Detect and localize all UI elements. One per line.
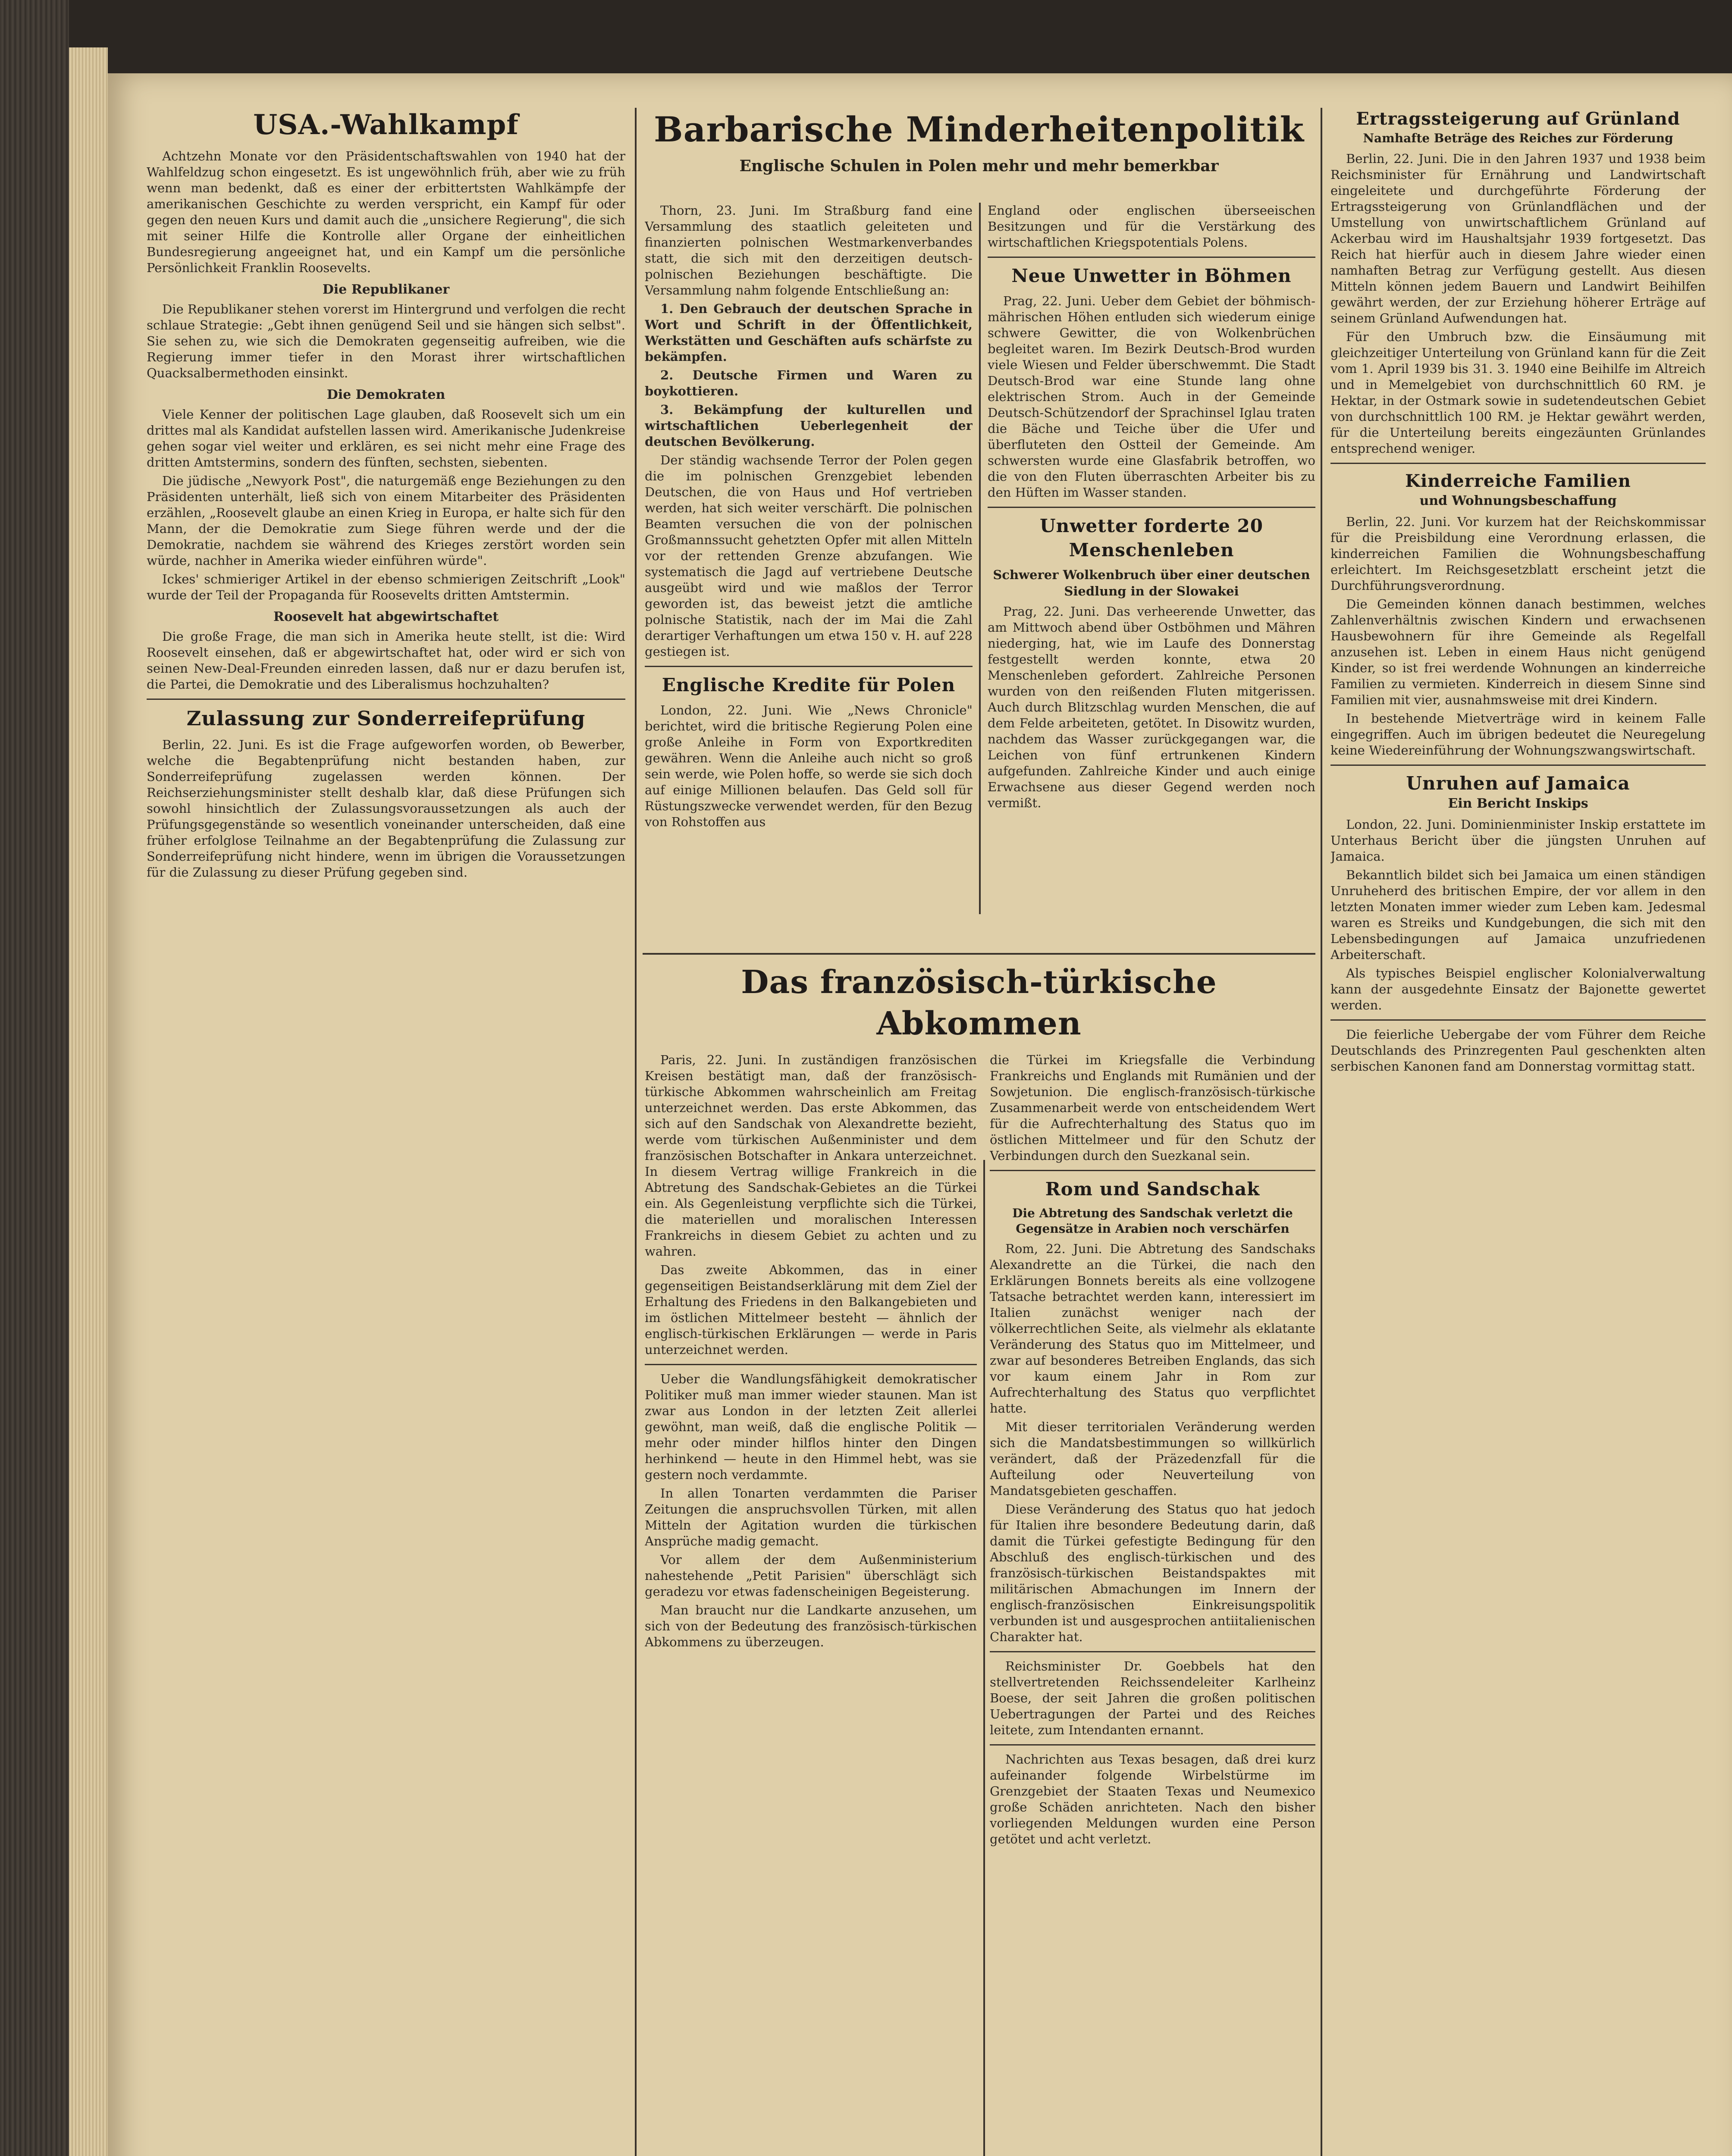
subheading: Roosevelt hat abgewirtschaftet (273, 609, 499, 624)
subheadline-abkommen (645, 1047, 1313, 1048)
article-paragraph: Das zweite Abkommen, das in einer gegenseitigen Beistandserklärung mit dem Ziel der Erhaltung des Friedens in den Balkangebieten und im östlichen Mittelmeer besteht — ähnlich der englisch-türkischen Erklärungen — werde in Paris unterzeichnet werden. (645, 1263, 977, 1357)
column-rule (635, 108, 637, 2156)
column-left (147, 108, 625, 2156)
article-paragraph: Reichsminister Dr. Goebbels hat den stellvertretenden Reichssendeleiter Karlheinz Boese, der seit Jahren die großen politischen Uebertragungen der Partei und des Reiches leitete, zum Intendanten ernannt. (990, 1659, 1315, 1737)
article-separator (1330, 1019, 1706, 1021)
article-paragraph: Man braucht nur die Landkarte anzusehen, um sich von der Bedeutung des französisch-türkischen Abkommens zu überzeugen. (645, 1603, 977, 1649)
article-separator (990, 1651, 1315, 1652)
column-abkommen-right (990, 1052, 1315, 2156)
section-rule (643, 953, 1315, 955)
subheadline-barbarische: Englische Schulen in Polen mehr und mehr bemerkbar (739, 157, 1219, 175)
headline-abkommen: Das französisch-türkische Abkommen (741, 964, 1217, 1042)
column-rule (979, 203, 981, 914)
subheading: Die Demokraten (326, 387, 446, 402)
article-paragraph: Die Republikaner stehen vorerst im Hintergrund und verfolgen die recht schlaue Strategie: „Gebt ihnen genügend Seil und sie hängen sich selbst". Sie sehen zu, wie sich die Demokraten gegenseitig aufreiben, wie die Regierung immer tiefer in den Morast ihrer wirtschaftlichen Quacksalbermethoden einsinkt. (147, 302, 625, 380)
newspaper-page (108, 73, 1732, 2156)
article-paragraph: Berlin, 22. Juni. Die in den Jahren 1937 und 1938 beim Reichsminister für Ernährung und Landwirtschaft eingeleitete und durchgeführte Förderung der Ertragssteigerung von Grünlandflächen und der Umstellung von unwirtschaftlichem Grünland auf Ackerbau wird im Haushaltsjahr 1939 fortgesetzt. Das Reich hat hierfür auch in diesem Jahre wieder einen namhaften Betrag zur Verfügung gestellt. Aus diesen Mitteln können jedem Bauern und Landwirt Beihilfen gewährt werden, der zur Erziehung höherer Erträge auf seinem Grünland Aufwendungen hat. (1330, 151, 1706, 326)
headline-kinderreich: Kinderreiche Familien (1405, 471, 1631, 491)
subheadline-ertrag: Namhafte Beträge des Reiches zur Förderung (1363, 131, 1673, 145)
article-separator (990, 1744, 1315, 1745)
article-paragraph: Die jüdische „Newyork Post", die naturgemäß enge Beziehungen zu den Präsidenten unterhält, ließ sich von einem Mitarbeiter des Präsidenten erzählen, „Roosevelt glaube an einen Krieg in Europa, er halte sich für den Mann, der die Demokratie zum Siege führen werde und der die Demokratie, nachdem sie während des Krieges zerstört worden sein würde, nachher in Amerika wieder einführen würde". (147, 473, 625, 568)
article-separator (645, 1364, 977, 1365)
article-paragraph: Viele Kenner der politischen Lage glauben, daß Roosevelt sich um ein drittes mal als Kandidat aufstellen lassen wird. Amerikanische Judenkreise gehen sogar viel weiter und erklären, es sei nicht mehr eine Frage des dritten Amtstermins, sondern des fünften, sechsten, siebenten. (147, 407, 625, 470)
article-paragraph: Der ständig wachsende Terror der Polen gegen die im polnischen Grenzgebiet lebenden Deutschen, die von Haus und Hof vertrieben werden, hat sich weiter verschärft. Die polnischen Beamten versuchen die von der polnischen Großmannssucht gehetzten Opfer mit allen Mitteln vor der rettenden Grenze abzufangen. Wie systematisch die Jagd auf vertriebene Deutsche ausgeübt wird und wie maßlos der Terror geworden ist, das beweist jetzt die amtliche polnische Statistik, nach der im Mai die Zahl derartiger Verhaftungen um etwa 150 v. H. auf 228 gestiegen ist. (645, 453, 973, 659)
article-paragraph: London, 22. Juni. Wie „News Chronicle" berichtet, wird die britische Regierung Polen eine große Anleihe in Form von Exportkrediten gewähren. Wenn die Anleihe auch nicht so groß sein werde, wie Polen hoffe, so werde sie sich doch auf einige Millionen belaufen. Das Geld soll für Rüstungszwecke verwendet werden, für den Bezug von Rohstoffen aus (645, 703, 973, 829)
subheadline-unwetter-tote: Schwerer Wolkenbruch über einer deutschen Siedlung in der Slowakei (993, 567, 1310, 599)
article-paragraph: Paris, 22. Juni. In zuständigen französischen Kreisen bestätigt man, daß der französisch-türkische Abkommen wahrscheinlich am Freitag unterzeichnet werden. Das erste Abkommen, das sich auf den Sandschak von Alexandrette bezieht, werde vom türkischen Außenminister und dem französischen Botschafter in Ankara unterzeichnet. In diesem Vertrag willige Frankreich in die Abtretung des Sandschak-Gebietes an die Türkei ein. Als Gegenleistung verpflichte sich die Türkei, die materiellen und moralischen Interessen Frankreichs in diesem Gebiet zu achten und zu wahren. (645, 1053, 977, 1259)
article-paragraph: Die feierliche Uebergabe der vom Führer dem Reiche Deutschlands des Prinzregenten Paul geschenkten alten serbischen Kanonen fand am Donnerstag vormittag statt. (1330, 1027, 1706, 1074)
article-paragraph: In bestehende Mietverträge wird in keinem Falle eingegriffen. Auch im übrigen bedeutet die Neuregelung keine Wiedereinführung der Wohnungszwangswirtschaft. (1330, 711, 1706, 758)
article-separator (988, 507, 1315, 508)
subheading: Die Republikaner (322, 282, 450, 297)
article-paragraph: Mit dieser territorialen Veränderung werden sich die Mandatsbestimmungen so willkürlich verändert, daß der Präzedenzfall für die Aufteilung oder Neuverteilung von Mandatsgebieten geschaffen. (990, 1420, 1315, 1498)
column-rule (983, 1160, 985, 2156)
article-paragraph: 3. Bekämpfung der kulturellen und wirtschaftlichen Ueberlegenheit der deutschen Bevölkerung. (645, 402, 973, 449)
article-paragraph: 2. Deutsche Firmen und Waren zu boykottieren. (645, 368, 973, 398)
article-separator (645, 666, 973, 667)
article-paragraph: Rom, 22. Juni. Die Abtretung des Sandschaks Alexandrette an die Türkei, die nach den Erklärungen Bonnets bereits als eine vollzogene Tatsache betrachtet werden kann, interessiert im Italien zunächst weniger nach der völkerrechtlichen Seite, als vielmehr als eklatante Veränderung des Status quo im Mittelmeer, und zwar auf besonderes Betreiben Englands, das sich vor kaum einem Jahr in Rom zur Aufrechterhaltung des Status quo verpflichtet hatte. (990, 1241, 1315, 1416)
headline-rom: Rom und Sandschak (1045, 1178, 1260, 1200)
headline-block-abkommen (645, 962, 1313, 1048)
article-separator (1330, 463, 1706, 464)
article-separator (990, 1170, 1315, 1171)
article-separator (988, 257, 1315, 258)
headline-usa-wahlkampf: USA.-Wahlkampf (253, 109, 519, 141)
article-paragraph: Die große Frage, die man sich in Amerika heute stellt, ist die: Wird Roosevelt einsehen, daß er abgewirtschaftet hat, oder wird er sich von seinen New-Deal-Freunden einreden lassen, daß nur er dazu berufen ist, die Partei, die Demokratie und des Liberalismus hochzuhalten? (147, 629, 625, 692)
article-paragraph: Berlin, 22. Juni. Vor kurzem hat der Reichskommissar für die Preisbildung eine Verordnung erlassen, die kinderreichen Familien die Wohnungsbeschaffung erleichtert. Im Reichsgesetzblatt erscheint jetzt die Durchführungsverordnung. (1330, 514, 1706, 593)
article-paragraph: Als typisches Beispiel englischer Kolonialverwaltung kann der ausgedehnte Einsatz der Bajonette gewertet werden. (1330, 966, 1706, 1012)
headline-ertrag: Ertragssteigerung auf Grünland (1356, 109, 1680, 129)
book-spine-edge (0, 0, 69, 2156)
article-paragraph: London, 22. Juni. Dominienminister Inskip erstattete im Unterhaus Bericht über die jüngsten Unruhen auf Jamaica. (1330, 817, 1706, 864)
article-paragraph: Nachrichten aus Texas besagen, daß drei kurz aufeinander folgende Wirbelstürme im Grenzgebiet der Staaten Texas und Neumexico große Schäden anrichteten. Nach den bisher vorliegenden Meldungen wurden eine Person getötet und acht verletzt. (990, 1752, 1315, 1846)
article-paragraph: Diese Veränderung des Status quo hat jedoch für Italien ihre besondere Bedeutung darin, daß damit die Türkei gefestigte Bedingung für den Abschluß des englisch-türkischen und des französisch-türkischen Beistandspaktes mit militärischen Abmachungen im Innern der englisch-französischen Einkreisungspolitik verbunden ist und ausgesprochen antiitalienischen Charakter hat. (990, 1502, 1315, 1644)
headline-unwetter-boehmen: Neue Unwetter in Böhmen (1011, 265, 1292, 286)
article-paragraph: Ickes' schmieriger Artikel in der ebenso schmierigen Zeitschrift „Look" wurde der Teil der Propaganda für Roosevelts dritten Amtstermin. (147, 572, 625, 602)
article-separator (147, 699, 625, 700)
subheadline-kinderreich: und Wohnungsbeschaffung (1419, 493, 1617, 508)
headline-zulassung: Zulassung zur Sonderreifeprüfung (186, 707, 586, 730)
column-right (1330, 108, 1706, 2156)
column-center-right (988, 203, 1315, 944)
article-paragraph: Berlin, 22. Juni. Es ist die Frage aufgeworfen worden, ob Bewerber, welche die Begabtenprüfung nicht bestanden haben, zur Sonderreifeprüfung zugelassen werden können. Der Reichserziehungsminister stellt deshalb klar, daß diese Prüfungen sich sowohl hinsichtlich der Zulassungsvoraussetzungen als auch der Prüfungsgegenstände so wesentlich voneinander unterscheiden, daß eine früher erfolglose Teilnahme an der Begabtenprüfung die Zulassung zur Sonderreifeprüfung nicht hindere, wenn im übrigen die Voraussetzungen für die Zulassung zu dieser Prüfung gegeben sind. (147, 737, 625, 880)
headline-barbarische: Barbarische Minderheitenpolitik (654, 109, 1304, 150)
article-paragraph: In allen Tonarten verdammten die Pariser Zeitungen die anspruchsvollen Türken, mit allen Mitteln der Agitation wurden die türkischen Ansprüche madig gemacht. (645, 1486, 977, 1548)
article-paragraph: Prag, 22. Juni. Ueber dem Gebiet der böhmisch-mährischen Höhen entluden sich wiederum einige schwere Gewitter, die von Wolkenbrüchen begleitet waren. Im Bezirk Deutsch-Brod wurden viele Wiesen und Felder überschwemmt. Die Stadt Deutsch-Brod war eine Stunde lang ohne elektrischen Strom. Auch in der Gemeinde Deutsch-Schützendorf der Sprachinsel Iglau traten die Bäche und Teiche über die Ufer und überfluteten den Ostteil der Gemeinde. Am schwersten wurde eine Glasfabrik betroffen, wo die von den Fluten überraschten Arbeiter bis zu den Hüften im Wasser standen. (988, 294, 1315, 500)
page-stack-edge (69, 47, 108, 2156)
article-paragraph: Thorn, 23. Juni. Im Straßburg fand eine Versammlung des staatlich geleiteten und finanzierten polnischen Westmarkenverbandes statt, die sich mit den derzeitigen deutsch-polnischen Beziehungen beschäftigte. Die Versammlung nahm folgende Entschließung an: (645, 203, 973, 298)
subheadline-jamaica: Ein Bericht Inskips (1448, 796, 1588, 811)
headline-kredite: Englische Kredite für Polen (662, 674, 956, 696)
article-paragraph: Achtzehn Monate vor den Präsidentschaftswahlen von 1940 hat der Wahlfeldzug schon eingesetzt. Es ist ungewöhnlich früh, aber wie zu früh wenn man bedenkt, daß es einer der erbittertsten Wahlkämpfe der amerikanischen Geschichte zu werden verspricht, ein Kampf für oder gegen den neuen Kurs und damit auch die „unsichere Regierung", die sich mit seiner Hilfe die Kontrolle aller Organe der einheitlichen Bundesregierung angeeignet hat, und ein Kampf um die persönliche Persönlichkeit Franklin Roosevelts. (147, 149, 625, 275)
article-paragraph: Vor allem der dem Außenministerium nahestehende „Petit Parisien" überschlägt sich geradezu vor etwas fadenscheinigen Begeisterung. (645, 1552, 977, 1599)
headline-unwetter-tote: Unwetter forderte 20 Menschenleben (1040, 515, 1263, 561)
article-separator (1330, 765, 1706, 766)
article-paragraph: die Türkei im Kriegsfalle die Verbindung Frankreichs und Englands mit Rumänien und der Sowjetunion. Die englisch-französisch-türkische Zusammenarbeit werde von entscheidendem Wert für die Aufrechterhaltung des Status quo im östlichen Mittelmeer und für den Schutz der Verbindungen durch den Suezkanal sein. (990, 1053, 1315, 1163)
article-paragraph: Für den Umbruch bzw. die Einsäumung mit gleichzeitiger Unterteilung von Grünland kann für die Zeit vom 1. April 1939 bis 31. 3. 1940 eine Beihilfe im Altreich und in Memelgebiet von durchschnittlich 60 RM. je Hektar, in der Ostmark sowie in sudetendeutschen Gebiet von durchschnittlich 100 RM. je Hektar gewährt werden, für die Unterteilung bereits eingezäunten Grünlandes entsprechend weniger. (1330, 329, 1706, 456)
article-paragraph: 1. Den Gebrauch der deutschen Sprache in Wort und Schrift in der Öffentlichkeit, Werkstätten und Geschäften aufs schärfste zu bekämpfen. (645, 301, 973, 364)
article-paragraph: England oder englischen überseeischen Besitzungen und für die Verstärkung des wirtschaftlichen Kriegspotentials Polens. (988, 203, 1315, 250)
column-center-left (645, 203, 973, 944)
headline-block-barbarische (645, 108, 1313, 203)
article-paragraph: Bekanntlich bildet sich bei Jamaica um einen ständigen Unruheherd des britischen Empire, der vor allem in den letzten Monaten immer wieder zum Leben kam. Jedesmal waren es Streiks und Kundgebungen, die sich mit den Lebensbedingungen auf Jamaica unzufriedenen Arbeiterschaft. (1330, 868, 1706, 962)
column-rule (1321, 108, 1322, 2156)
article-paragraph: Die Gemeinden können danach bestimmen, welches Zahlenverhältnis zwischen Kindern und erwachsenen Hausbewohnern für ihre Gemeinde als Regelfall anzusehen ist. Leben in einem Haus nicht genügend Kinder, so ist frei werdende Wohnungen an kinderreiche Familien zu vermieten. Kinderreich in diesem Sinne sind Familien mit vier, ausnahmsweise mit drei Kindern. (1330, 597, 1706, 707)
subheadline-rom: Die Abtretung des Sandschak verletzt die Gegensätze in Arabien noch verschärfen (1012, 1206, 1293, 1236)
article-paragraph: Ueber die Wandlungsfähigkeit demokratischer Politiker muß man immer wieder staunen. Man ist zwar aus London in der letzten Zeit allerlei gewöhnt, man weiß, daß die englische Politik — mehr oder minder hilflos hinter den Dingen herhinkend — heute in den Himmel hebt, was sie gestern noch verdammte. (645, 1372, 977, 1482)
column-abkommen-left (645, 1052, 977, 2156)
headline-jamaica: Unruhen auf Jamaica (1406, 773, 1630, 794)
article-paragraph: Prag, 22. Juni. Das verheerende Unwetter, das am Mittwoch abend über Ostböhmen und Mähren niederging, hat, wie im Laufe des Donnerstag festgestellt werden konnte, etwa 20 Menschenleben gefordert. Zahlreiche Personen wurden von den reißenden Fluten mitgerissen. Auch durch Blitzschlag wurden Menschen, die auf dem Felde arbeiteten, getötet. In Disowitz wurden, nachdem das Wasser zurückgegangen war, die Leichen von fünf ertrunkenen Kindern aufgefunden. Zahlreiche Kinder und auch einige Erwachsene aus dieser Gegend werden noch vermißt. (988, 604, 1315, 810)
